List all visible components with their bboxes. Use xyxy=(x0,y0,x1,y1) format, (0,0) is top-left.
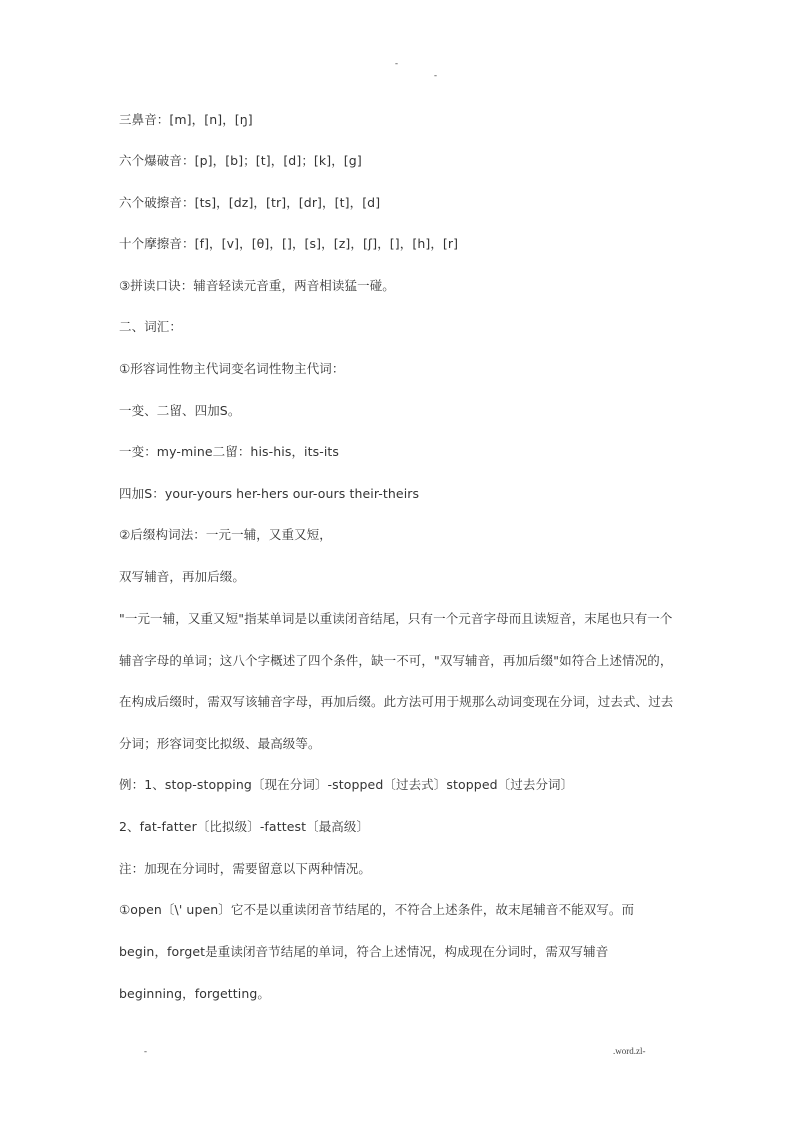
text-line-pronouns-title: ①形容词性物主代词变名词性物主代词： xyxy=(119,361,345,376)
text-line-nasals: 三鼻音：[m]，[n]，[ŋ] xyxy=(119,112,253,127)
text-line-suffix-title: ②后缀构词法：一元一辅，又重又短， xyxy=(119,527,332,542)
paragraph-line-2: 辅音字母的单词；这八个字概述了四个条件，缺一不可，"双写辅音，再加后缀"如符合上述情况的， xyxy=(119,653,673,668)
text-line-pronouns-ex2: 四加S：your-yours her-hers our-ours their-theirs xyxy=(119,486,420,501)
note-paragraph-line-2: begin，forget是重读闭音节结尾的单词，符合上述情况，构成现在分词时，需双写辅音 xyxy=(119,944,609,959)
note-paragraph-line-1: ①open〔\' upen〕它不是以重读闭音节结尾的，不符合上述条件，故末尾辅音不能双写。而 xyxy=(119,902,635,917)
example-line-2: 2、fat-fatter〔比拟级〕-fattest〔最高级〕 xyxy=(119,819,370,834)
paragraph-line-3: 在构成后缀时，需双写该辅音字母，再加后缀。此方法可用于规那么动词变现在分词，过去式、过去 xyxy=(119,694,674,709)
footer-left-mark: - xyxy=(144,1046,147,1056)
text-line-affricates: 六个破擦音：[ts]，[dz]，[tr]，[dr]，[t]，[d] xyxy=(119,195,381,210)
text-line-suffix-rule: 双写辅音，再加后缀。 xyxy=(119,569,246,584)
header-mark-1: - xyxy=(395,58,398,68)
section-heading-vocabulary: 二、词汇： xyxy=(119,319,183,334)
text-line-pronouns-ex1: 一变：my-mine二留：his-his，its-its xyxy=(119,444,340,459)
text-line-fricatives: 十个摩擦音：[f]，[v]，[θ]，[]，[s]，[z]，[ʃ]，[]，[h]，[r] xyxy=(119,236,459,251)
example-line-1: 例：1、stop-stopping〔现在分词〕-stopped〔过去式〕stopped〔过去分词〕 xyxy=(119,777,574,792)
text-line-plosives: 六个爆破音：[p]，[b]；[t]，[d]；[k]，[g] xyxy=(119,153,362,168)
header-mark-2: - xyxy=(434,70,437,80)
note-paragraph-line-3: beginning，forgetting。 xyxy=(119,986,271,1001)
text-line-pronouns-rule: 一变、二留、四加S。 xyxy=(119,403,241,418)
note-line: 注：加现在分词时，需要留意以下两种情况。 xyxy=(119,861,372,876)
text-line-reading-rule: ③拼读口诀：辅音轻读元音重，两音相读猛一碰。 xyxy=(119,278,395,293)
paragraph-line-4: 分词；形容词变比拟级、最高级等。 xyxy=(119,736,321,751)
footer-right-mark: .word.zl- xyxy=(613,1046,646,1056)
paragraph-line-1: "一元一辅，又重又短"指某单词是以重读闭音结尾，只有一个元音字母而且读短音，末尾也只有一个 xyxy=(119,611,673,626)
